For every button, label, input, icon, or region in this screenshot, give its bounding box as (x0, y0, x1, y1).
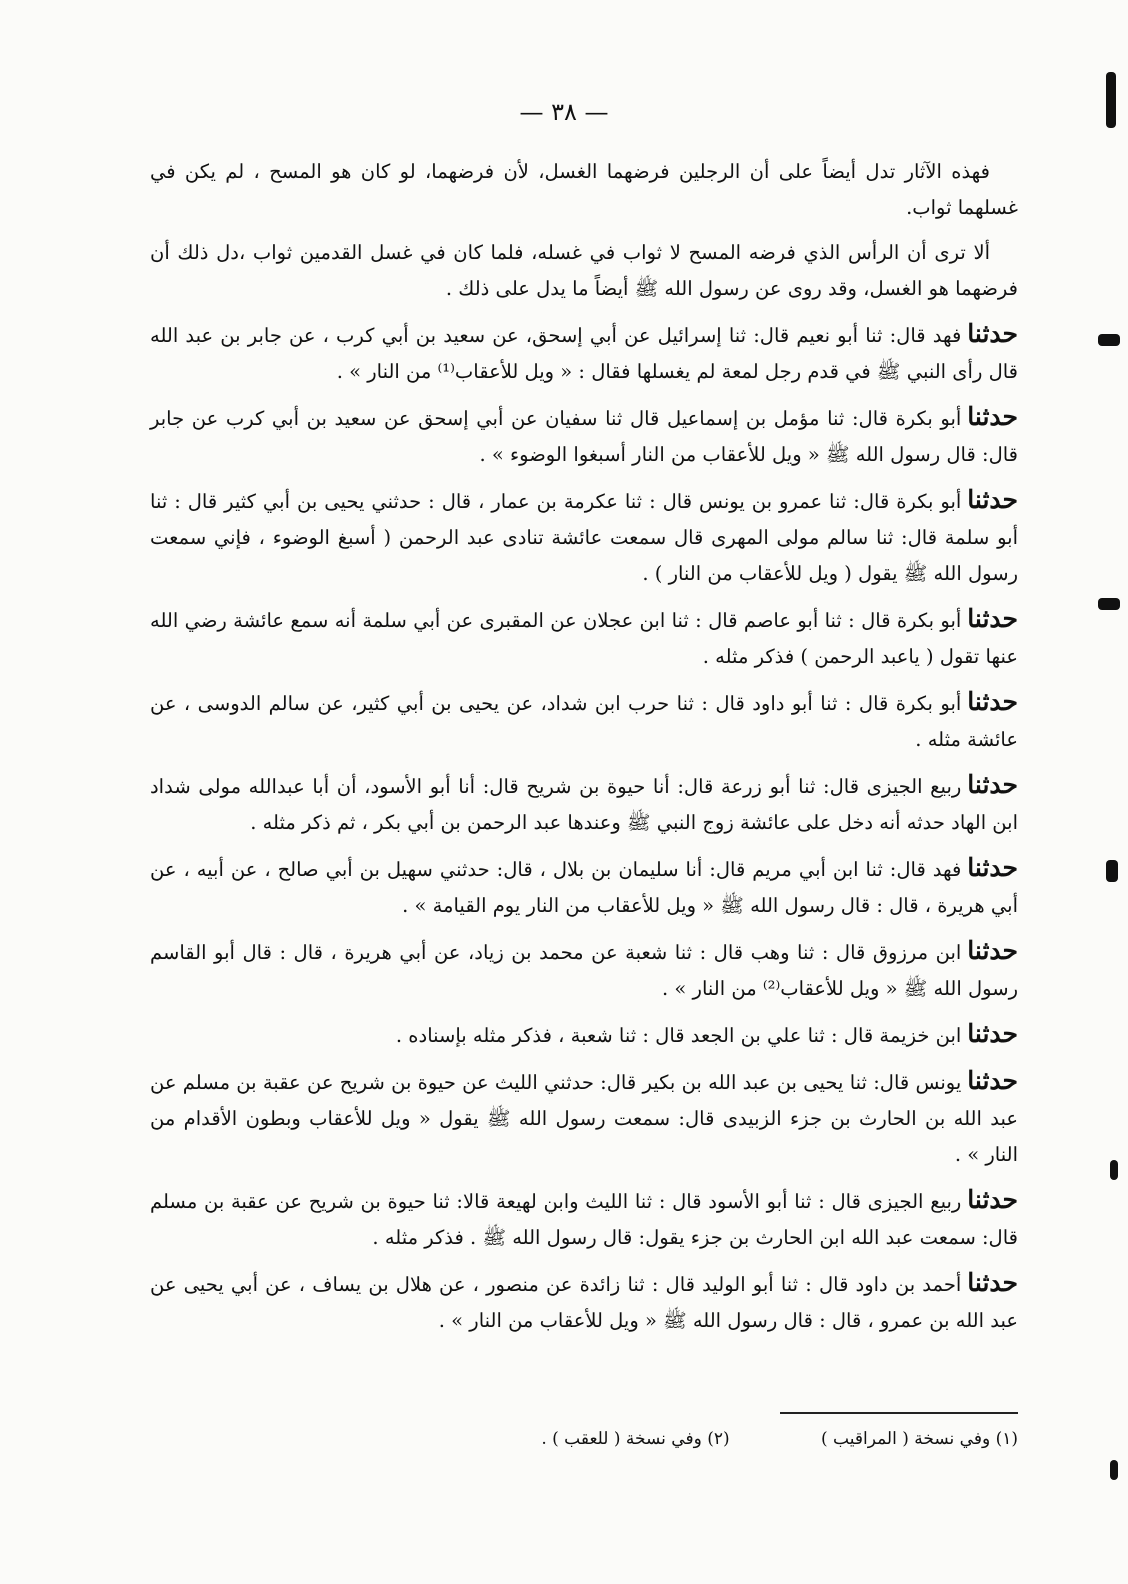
hadith-lead-word: حدثنا (967, 604, 1018, 633)
hadith-paragraph (150, 482, 1018, 592)
hadith-paragraph (150, 850, 1018, 924)
hadith-lead-word: حدثنا (967, 1268, 1018, 1297)
paragraph-text: ربيع الجيزى قال: ثنا أبو زرعة قال: أنا حيوة بن شريح قال: أنا أبو الأسود، أن أبا عبدالله مولى شداد ابن الهاد حدثه أنه دخل على عائشة زوج النبي ﷺ وعندها عبد الرحمن بن أبي بكر ، ثم ذكر مثله . (150, 775, 1018, 834)
hadith-paragraph (150, 684, 1018, 758)
footnotes (150, 1422, 1018, 1456)
hadith-paragraph (150, 767, 1018, 841)
hadith-lead-word: حدثنا (967, 1185, 1018, 1214)
scan-edge-mark (1106, 72, 1116, 128)
hadith-paragraph (150, 601, 1018, 675)
hadith-lead-word: حدثنا (967, 402, 1018, 431)
paragraph-text: أبو بكرة قال: ثنا عمرو بن يونس قال : ثنا عكرمة بن عمار ، قال : حدثني يحيى بن أبي كثير قال : ثنا أبو سلمة قال: ثنا سالم مولى المهرى قال سمعت عائشة تنادى عبد الرحمن ( أسبغ الوضوء ، فإني سمعت رسول الله ﷺ يقول ( ويل للأعقاب من النار ) . (150, 490, 1018, 585)
hadith-lead-word: حدثنا (967, 1019, 1018, 1048)
paragraph-text: ابن مرزوق قال : ثنا وهب قال : ثنا شعبة عن محمد بن زياد، عن أبي هريرة ، قال : قال أبو القاسم رسول الله ﷺ « ويل للأعقاب⁽²⁾ من النار » . (150, 941, 1018, 1000)
scan-edge-mark (1110, 1460, 1118, 1480)
paragraph-text: أحمد بن داود قال : ثنا أبو الوليد قال : ثنا زائدة عن منصور ، عن هلال بن يساف ، عن أبي يحيى عن عبد الله بن عمرو ، قال : قال رسول الله ﷺ « ويل للأعقاب من النار » . (150, 1273, 1018, 1332)
paragraph (150, 154, 1018, 226)
footnote-divider (780, 1412, 1018, 1414)
footnote-2: (٢) وفي نسخة ( للعقب ) . (541, 1429, 730, 1449)
paragraph-text: أبو بكرة قال: ثنا مؤمل بن إسماعيل قال ثنا سفيان عن أبي إسحق عن سعيد بن أبي كرب عن جابر قال: قال رسول الله ﷺ « ويل للأعقاب من النار أسبغوا الوضوء » . (150, 407, 1018, 466)
hadith-lead-word: حدثنا (967, 770, 1018, 799)
hadith-paragraph (150, 1265, 1018, 1339)
main-text (150, 154, 1018, 1348)
hadith-lead-word: حدثنا (967, 1066, 1018, 1095)
paragraph-text: فهد قال: ثنا أبو نعيم قال: ثنا إسرائيل عن أبي إسحق، عن سعيد بن أبي كرب ، عن جابر بن عبد الله قال رأى النبي ﷺ في قدم رجل لمعة لم يغسلها فقال : « ويل للأعقاب⁽¹⁾ من النار » . (150, 324, 1018, 383)
scan-edge-mark (1110, 1160, 1118, 1180)
page-number: — ٣٨ — (519, 98, 609, 126)
paragraph-text: يونس قال: ثنا يحيى بن عبد الله بن بكير قال: حدثني الليث عن حيوة بن شريح عن عقبة بن مسلم عن عبد الله بن الحارث بن جزء الزبيدى قال: سمعت رسول الله ﷺ يقول « ويل للأعقاب وبطون الأقدام من النار » . (150, 1071, 1018, 1166)
hadith-paragraph (150, 399, 1018, 473)
scan-edge-mark (1098, 598, 1120, 610)
hadith-lead-word: حدثنا (967, 485, 1018, 514)
paragraph-text: فهذه الآثار تدل أيضاً على أن الرجلين فرضهما الغسل، لأن فرضهما، لو كان هو المسح ، لم يكن في غسلهما ثواب. (150, 160, 1018, 219)
hadith-paragraph (150, 1063, 1018, 1173)
scan-edge-mark (1098, 334, 1120, 346)
footnote-1: (١) وفي نسخة ( المراقيب ) (821, 1429, 1018, 1449)
paragraph-text: ابن خزيمة قال : ثنا علي بن الجعد قال : ثنا شعبة ، فذكر مثله بإسناده . (395, 1024, 962, 1047)
hadith-paragraph (150, 316, 1018, 390)
hadith-lead-word: حدثنا (967, 319, 1018, 348)
hadith-lead-word: حدثنا (967, 936, 1018, 965)
scan-edge-mark (1106, 860, 1118, 882)
hadith-paragraph (150, 933, 1018, 1007)
paragraph-text: فهد قال: ثنا ابن أبي مريم قال: أنا سليمان بن بلال ، قال: حدثني سهيل بن أبي صالح ، عن أبيه ، عن أبي هريرة ، قال : قال رسول الله ﷺ « ويل للأعقاب من النار يوم القيامة » . (150, 858, 1018, 917)
paragraph (150, 235, 1018, 307)
hadith-lead-word: حدثنا (967, 687, 1018, 716)
hadith-lead-word: حدثنا (967, 853, 1018, 882)
hadith-paragraph (150, 1016, 1018, 1054)
paragraph-text: ربيع الجيزى قال : ثنا أبو الأسود قال : ثنا الليث وابن لهيعة قالا: ثنا حيوة بن شريح عن عقبة بن مسلم قال: سمعت عبد الله ابن الحارث بن جزء يقول: قال رسول الله ﷺ . فذكر مثله . (150, 1190, 1018, 1249)
hadith-paragraph (150, 1182, 1018, 1256)
paragraph-text: أبو بكرة قال : ثنا أبو عاصم قال : ثنا ابن عجلان عن المقبرى عن أبي سلمة أنه سمع عائشة رضي الله عنها تقول ( ياعبد الرحمن ) فذكر مثله . (150, 609, 1018, 668)
paragraph-text: أبو بكرة قال : ثنا أبو داود قال : ثنا حرب ابن شداد، عن يحيى بن أبي كثير، عن سالم الدوسى ، عن عائشة مثله . (150, 692, 1018, 751)
paragraph-text: ألا ترى أن الرأس الذي فرضه المسح لا ثواب في غسله، فلما كان في غسل القدمين ثواب ،دل ذلك أن فرضهما هو الغسل، وقد روى عن رسول الله ﷺ أيضاً ما يدل على ذلك . (150, 241, 1018, 300)
